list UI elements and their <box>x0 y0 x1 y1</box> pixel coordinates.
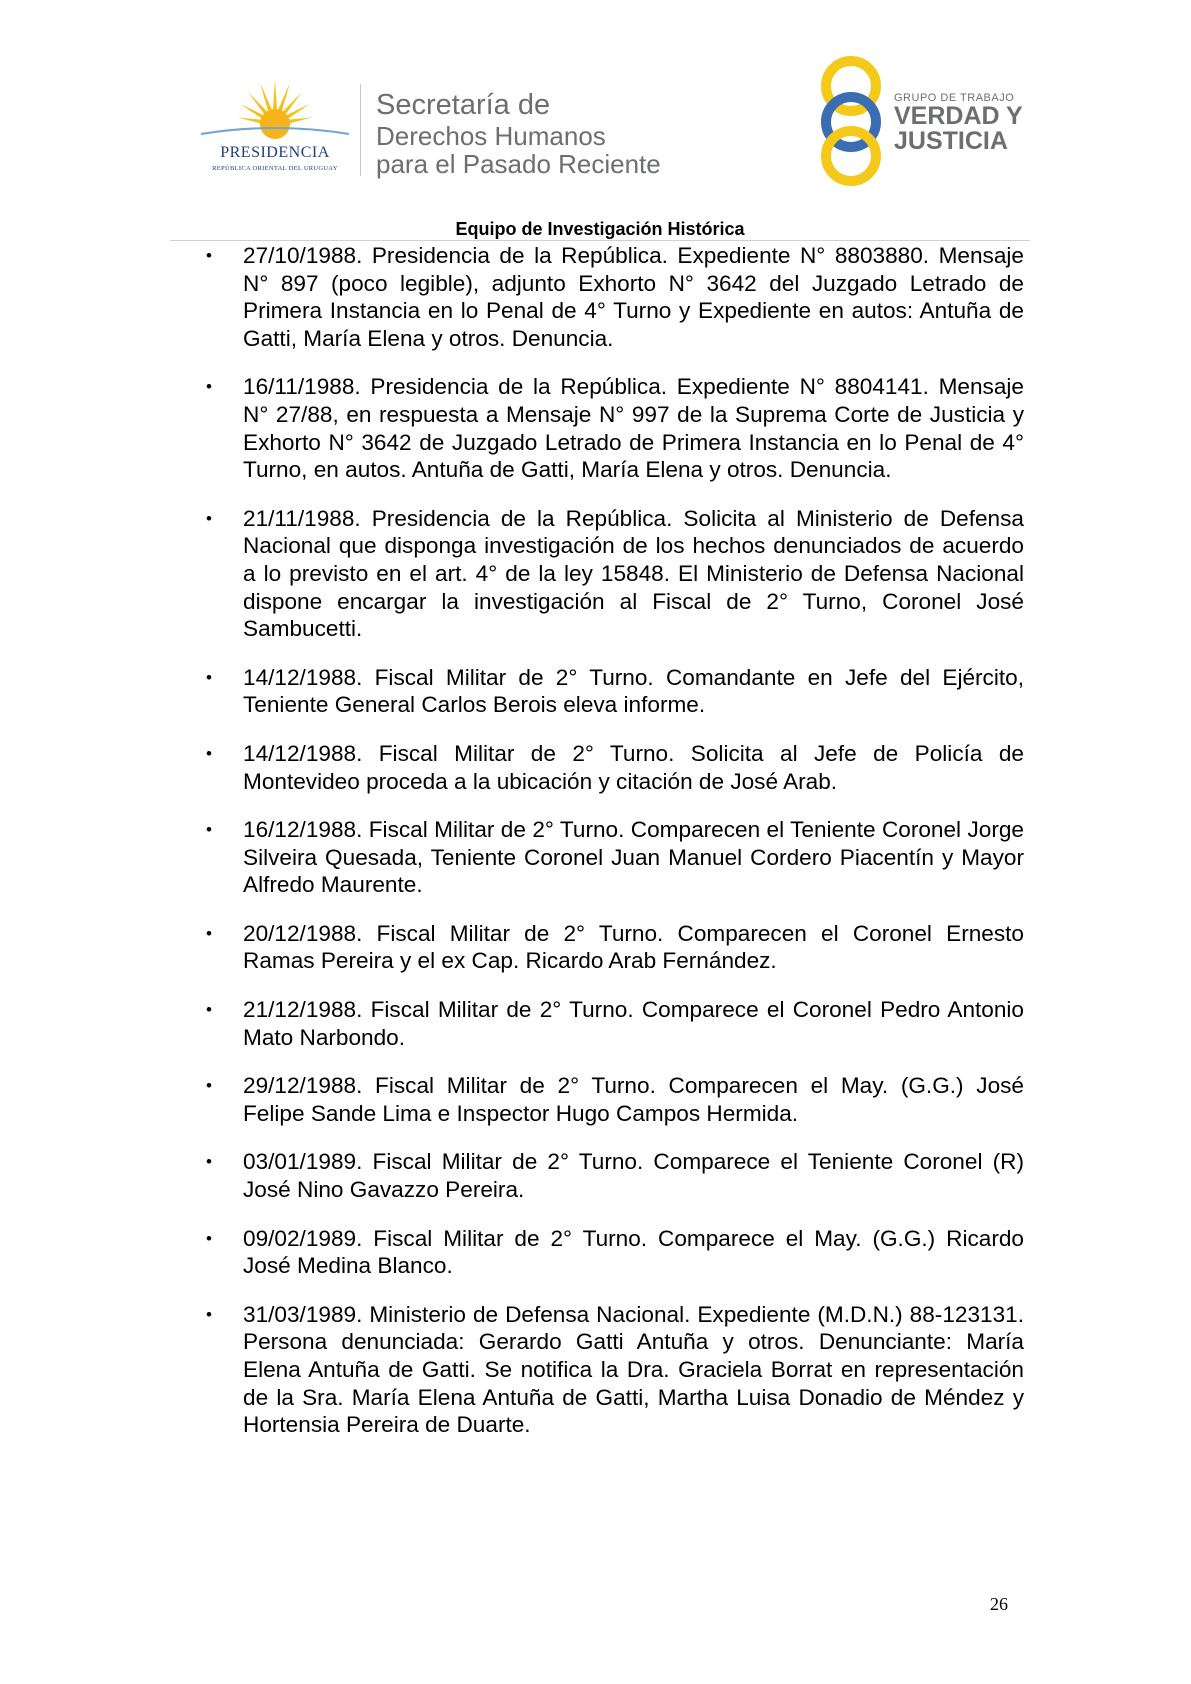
bullet-icon: • <box>206 508 212 528</box>
bullet-icon: • <box>206 923 212 943</box>
entry-text: 14/12/1988. Fiscal Militar de 2° Turno. Comandante en Jefe del Ejército, Teniente General Carlos Berois eleva informe. <box>243 664 1024 718</box>
entry-text: 21/12/1988. Fiscal Militar de 2° Turno. Comparece el Coronel Pedro Antonio Mato Narbondo. <box>243 997 1024 1050</box>
bullet-icon: • <box>206 1076 212 1096</box>
secretaria-line-1: Secretaría de <box>376 89 551 121</box>
entry-text: 16/11/1988. Presidencia de la República. Expediente N° 8804141. Mensaje N° 27/88, en respuesta a Mensaje N° 997 de la Suprema Corte de Justicia y Exhorto N° 3642 de Juzgado Letrado de Primera Instancia en lo Penal de 4° Turno, en autos. Antuña de Gatti, María Elena y otros. Denuncia. <box>243 374 1024 483</box>
list-item <box>206 505 1024 643</box>
list-item <box>206 664 1024 719</box>
bullet-icon: • <box>206 246 212 265</box>
presidencia-name: PRESIDENCIA <box>220 144 330 161</box>
entry-text: 03/01/1989. Fiscal Militar de 2° Turno. Comparece el Teniente Coronel (R) José Nino Gavazzo Pereira. <box>243 1149 1024 1203</box>
bullet-icon: • <box>206 1152 212 1172</box>
team-title: Equipo de Investigación Histórica <box>455 219 745 239</box>
entry-text: 14/12/1988. Fiscal Militar de 2° Turno. Solicita al Jefe de Policía de Montevideo proceda a la ubicación y citación de José Arab. <box>243 740 1024 794</box>
list-item <box>206 920 1024 975</box>
presidencia-subtitle: REPÚBLICA ORIENTAL DEL URUGUAY <box>212 165 338 172</box>
title-rule <box>170 240 1030 241</box>
list-item <box>206 1225 1024 1280</box>
gtvj-title-line-2: JUSTICIA <box>894 127 1008 155</box>
list-item <box>206 373 1024 483</box>
list-item <box>206 996 1024 1051</box>
entry-text: 09/02/1989. Fiscal Militar de 2° Turno. Comparece el May. (G.G.) Ricardo José Medina Blanco. <box>243 1225 1024 1279</box>
secretaria-line-3: para el Pasado Reciente <box>376 149 661 180</box>
bullet-icon: • <box>206 820 212 840</box>
list-item <box>206 1301 1024 1439</box>
list-item <box>206 242 1024 352</box>
page-number: 26 <box>990 1594 1008 1614</box>
header-divider <box>360 84 361 176</box>
entry-text: 31/03/1989. Ministerio de Defensa Nacional. Expediente (M.D.N.) 88-123131. Persona denunciada: Gerardo Gatti Antuña y otros. Denunciante: María Elena Antuña de Gatti. Se notifica la Dra. Graciela Borrat en representación de la Sra. María Elena Antuña de Gatti, Martha Luisa Donadio de Méndez y Hortensia Pereira de Duarte. <box>243 1301 1024 1438</box>
entry-text: 21/11/1988. Presidencia de la República. Solicita al Ministerio de Defensa Nacional que disponga investigación de los hechos denunciados de acuerdo a lo previsto en el art. 4° de la ley 15848. El Ministerio de Defensa Nacional dispone encargar la investigación al Fiscal de 2° Turno, Coronel José Sambucetti. <box>243 505 1024 642</box>
verdad-justicia-logo <box>818 56 1038 186</box>
page-header <box>0 0 1191 240</box>
secretaria-line-2: Derechos Humanos <box>376 120 606 151</box>
bullet-icon: • <box>206 1228 212 1248</box>
sun-emblem-icon <box>195 78 355 144</box>
list-item <box>206 1148 1024 1203</box>
bullet-icon: • <box>206 377 212 397</box>
bullet-icon: • <box>206 667 212 687</box>
gtvj-subtitle: GRUPO DE TRABAJO <box>894 92 1015 104</box>
list-item <box>206 740 1024 795</box>
presidencia-logo <box>195 78 355 178</box>
linked-rings-icon <box>818 56 888 186</box>
entry-list <box>206 242 1024 1460</box>
entry-text: 27/10/1988. Presidencia de la República. Expediente N° 8803880. Mensaje N° 897 (poco legible), adjunto Exhorto N° 3642 del Juzgado Letrado de Primera Instancia en lo Penal de 4° Turno y Expediente en autos: Antuña de Gatti, María Elena y otros. Denuncia. <box>243 243 1024 351</box>
secretaria-wordmark <box>376 90 661 179</box>
list-item <box>206 1072 1024 1127</box>
bullet-icon: • <box>206 743 212 763</box>
bullet-icon: • <box>206 1304 212 1324</box>
entry-text: 29/12/1988. Fiscal Militar de 2° Turno. Comparecen el May. (G.G.) José Felipe Sande Lima e Inspector Hugo Campos Hermida. <box>243 1073 1024 1126</box>
entry-text: 16/12/1988. Fiscal Militar de 2° Turno. Comparecen el Teniente Coronel Jorge Silveira Quesada, Teniente Coronel Juan Manuel Cordero Piacentín y Mayor Alfredo Maurente. <box>243 817 1024 898</box>
list-item <box>206 816 1024 899</box>
entry-text: 20/12/1988. Fiscal Militar de 2° Turno. Comparecen el Coronel Ernesto Ramas Pereira y el ex Cap. Ricardo Arab Fernández. <box>243 920 1024 974</box>
gtvj-title-line-1: VERDAD Y <box>894 102 1023 130</box>
bullet-icon: • <box>206 1000 212 1020</box>
